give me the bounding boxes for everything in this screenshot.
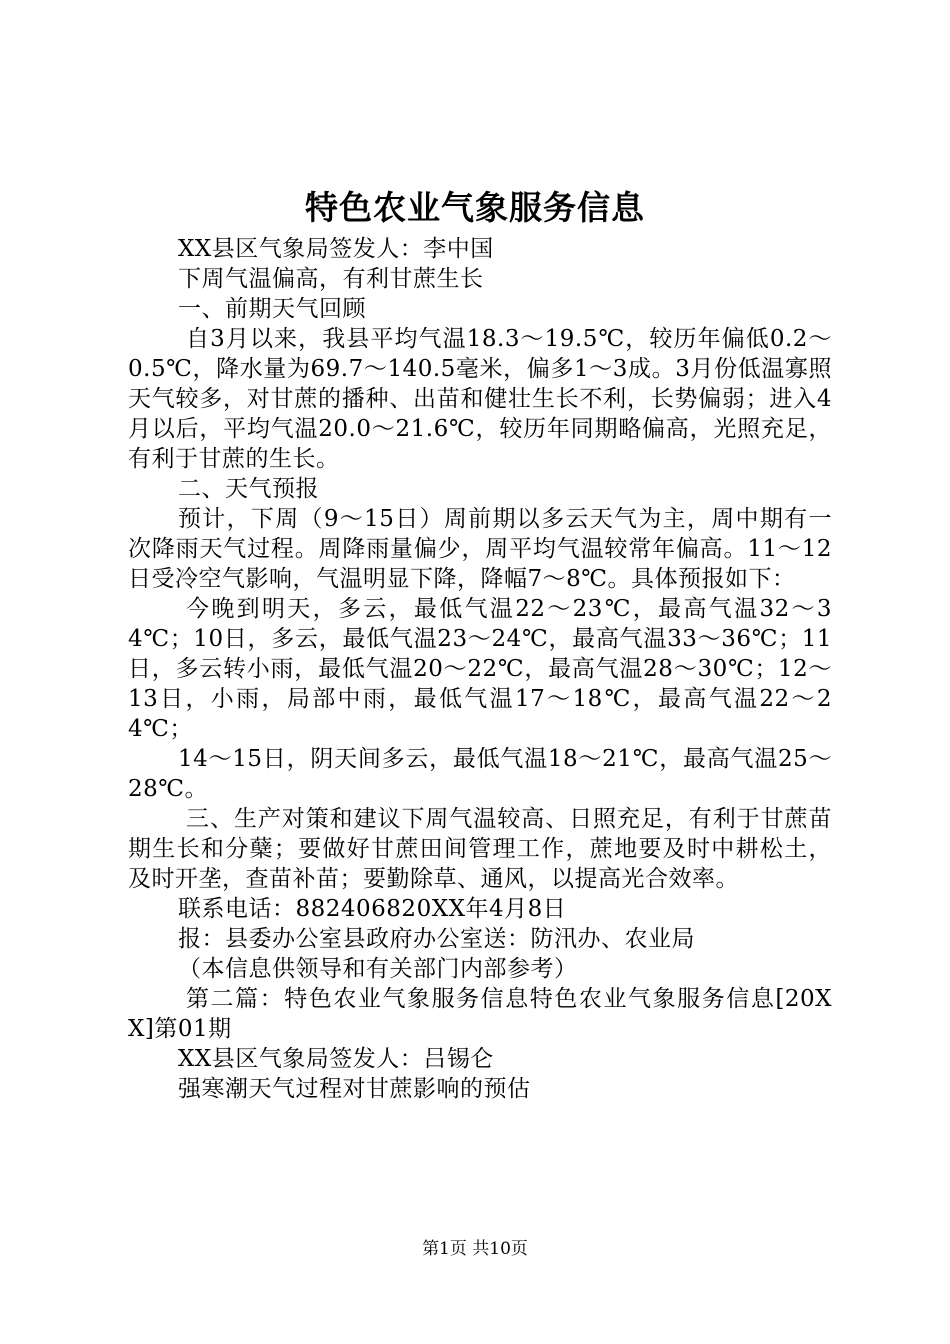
reference-note: （本信息供领导和有关部门内部参考） [178, 956, 578, 982]
issuer-line: XX县区气象局签发人：李中国 [178, 236, 494, 262]
forecast-paragraph: 预计，下周（9～15日）周前期以多云天气为主，周中期有一次降雨天气过程。周降雨量偏少，周平均气温较常年偏高。11～12日受冷空气影响，气温明显下降，降幅7～8℃。具体预报如下： [128, 506, 832, 592]
document-title: 特色农业气象服务信息 [305, 188, 645, 227]
forecast-detail-paragraph: 今晚到明天，多云，最低气温22～23℃，最高气温32～34℃；10日，多云，最低气温23～24℃，最高气温33～36℃；11日，多云转小雨，最低气温20～22℃，最高气温28～30℃；12～13日，小雨，局部中雨，最低气温17～18℃，最高气温22～24℃； [128, 596, 832, 742]
page-footer: 第1页 共10页 [422, 1239, 528, 1259]
section-heading-forecast: 二、天气预报 [178, 476, 319, 502]
forecast-detail-paragraph-2: 14～15日，阴天间多云，最低气温18～21℃，最高气温25～28℃。 [128, 746, 832, 802]
distribution-line: 报：县委办公室县政府办公室送：防汛办、农业局 [178, 926, 695, 952]
second-headline: 强寒潮天气过程对甘蔗影响的预估 [178, 1076, 531, 1102]
headline: 下周气温偏高，有利甘蔗生长 [178, 266, 484, 292]
section-heading-review: 一、前期天气回顾 [178, 296, 366, 322]
review-paragraph: 自3月以来，我县平均气温18.3～19.5℃，较历年偏低0.2～0.5℃，降水量为69.7～140.5毫米，偏多1～3成。3月份低温寡照天气较多，对甘蔗的播种、出苗和健壮生长不利，长势偏弱；进入4月以后，平均气温20.0～21.6℃，较历年同期略偏高，光照充足，有利于甘蔗的生长。 [128, 326, 832, 472]
contact-line: 联系电话：882406820XX年4月8日 [178, 896, 567, 922]
advice-paragraph: 三、生产对策和建议下周气温较高、日照充足，有利于甘蔗苗期生长和分蘖；要做好甘蔗田间管理工作，蔗地要及时中耕松土，及时开垄，查苗补苗；要勤除草、通风，以提高光合效率。 [128, 806, 832, 892]
second-article-heading: 第二篇：特色农业气象服务信息特色农业气象服务信息[20XX]第01期 [128, 986, 832, 1042]
second-issuer-line: XX县区气象局签发人：吕锡仑 [178, 1046, 494, 1072]
document-body [128, 234, 832, 1104]
